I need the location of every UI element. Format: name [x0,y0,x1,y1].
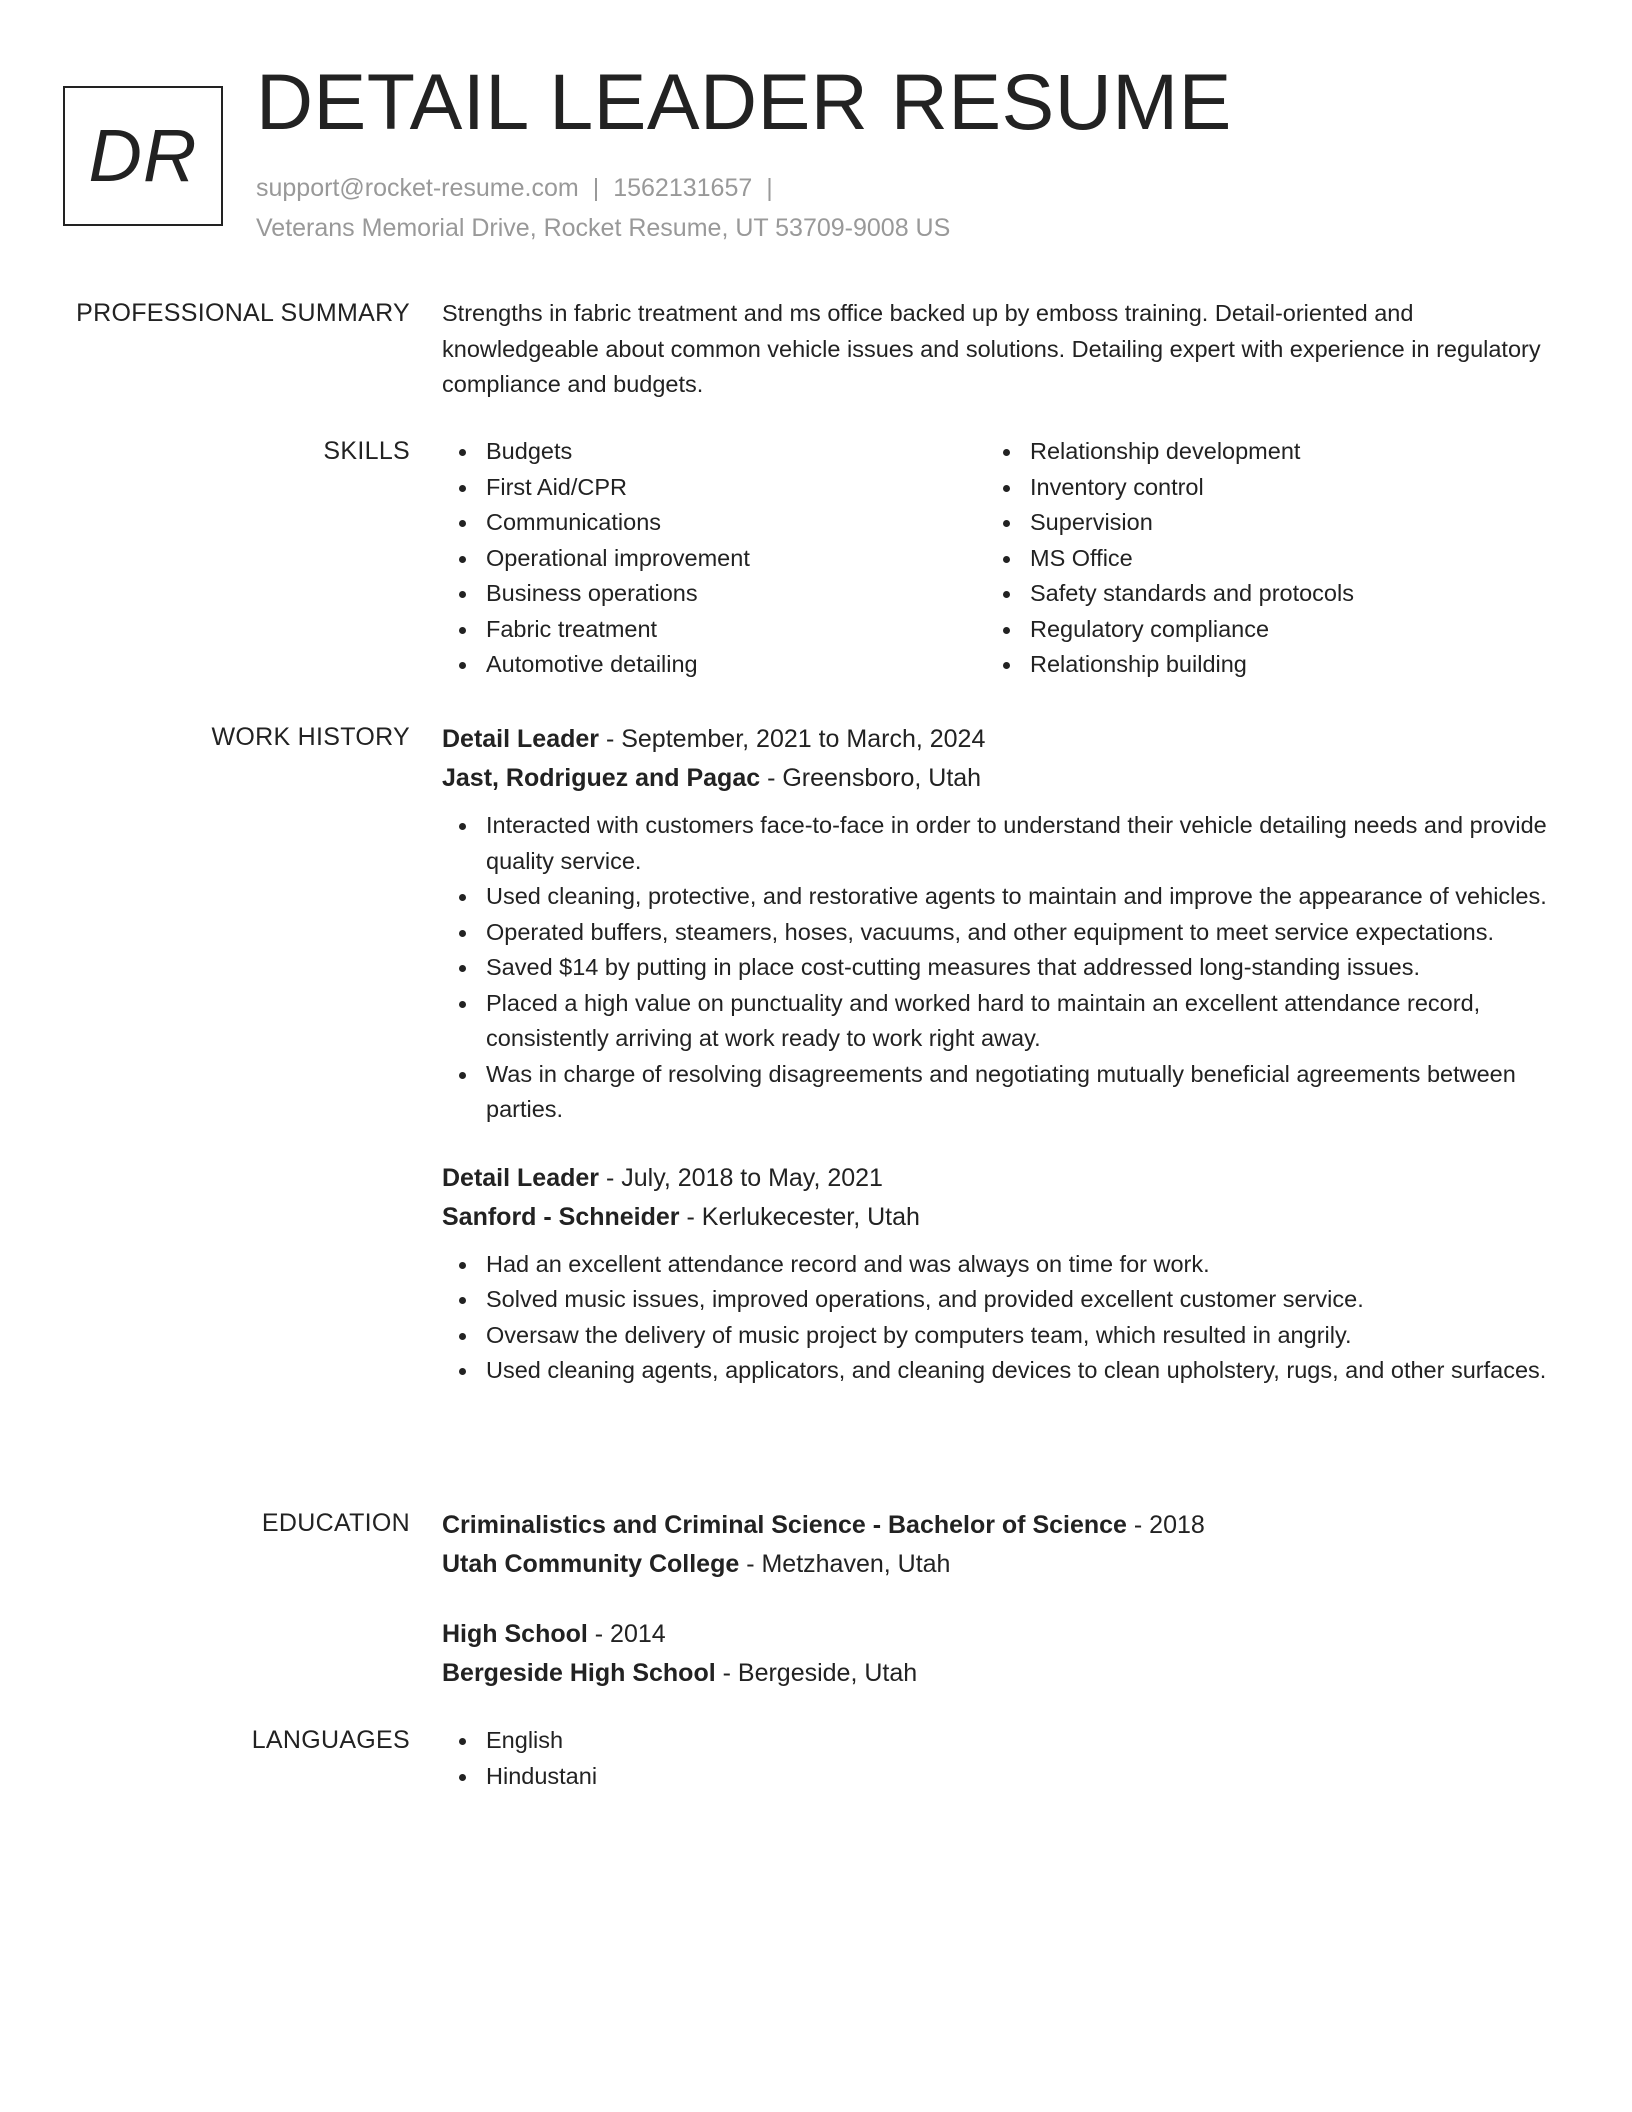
job-company-line [442,1198,1562,1237]
job-bullet: Was in charge of resolving disagreements and negotiating mutually beneficial agreements between parties. [486,1057,1562,1128]
job-dates: - July, 2018 to May, 2021 [599,1163,883,1192]
skill-item: Relationship building [1030,647,1530,683]
work-history-body [442,720,1562,1389]
section-label-education: EDUCATION [261,1509,410,1537]
monogram-box [63,86,223,226]
job-title: Detail Leader [442,1163,600,1192]
job-bullet: Placed a high value on punctuality and worked hard to maintain an excellent attendance record, consistently arriving at work ready to work right away. [486,986,1562,1057]
skill-item: Budgets [486,434,986,470]
job-location: - Kerlukecester, Utah [679,1202,920,1231]
job-location: - Greensboro, Utah [760,764,982,792]
education-year: - 2018 [1126,1511,1205,1539]
job-bullet: Used cleaning agents, applicators, and cleaning devices to clean upholstery, rugs, and other surfaces. [486,1353,1562,1389]
education-degree: Criminalistics and Criminal Science - Bachelor of Science [442,1511,1127,1539]
skill-item: Relationship development [1030,434,1530,470]
skill-item: Business operations [486,576,986,612]
education-degree: High School [442,1620,588,1648]
job-dates: - September, 2021 to March, 2024 [599,725,986,753]
job-company: Sanford - Schneider [442,1202,680,1231]
skill-item: MS Office [1030,541,1530,577]
resume-title: DETAIL LEADER RESUME [256,57,1232,146]
section-label-skills: SKILLS [323,437,410,465]
education-school: Bergeside High School [442,1659,716,1687]
summary-body [442,296,1562,403]
contact-email: support@rocket-resume.com [256,174,579,202]
skill-item: Supervision [1030,505,1530,541]
skills-body [442,434,1562,683]
skills-columns [442,434,1562,683]
education-school-line [442,1654,1562,1693]
education-degree-line [442,1615,1562,1654]
job-bullet: Had an excellent attendance record and was always on time for work. [486,1247,1562,1283]
job-title-line [442,720,1562,759]
section-label-work-history: WORK HISTORY [211,723,410,751]
skill-item: Safety standards and protocols [1030,576,1530,612]
section-label-languages: LANGUAGES [251,1726,410,1754]
job-bullet: Oversaw the delivery of music project by computers team, which resulted in angrily. [486,1318,1562,1354]
skill-item: Regulatory compliance [1030,612,1530,648]
job-entry [442,1159,1562,1389]
job-bullet-list [442,808,1562,1128]
skill-item: First Aid/CPR [486,470,986,506]
education-entry [442,1506,1562,1584]
section-label-summary: PROFESSIONAL SUMMARY [76,299,410,327]
contact-phone: 1562131657 [613,174,753,202]
job-bullet-list [442,1247,1562,1389]
skills-list-right [986,434,1530,683]
education-location: - Metzhaven, Utah [739,1550,951,1578]
education-school-line [442,1545,1562,1584]
language-item: Hindustani [486,1759,1562,1795]
skill-item: Inventory control [1030,470,1530,506]
job-bullet: Used cleaning, protective, and restorative agents to maintain and improve the appearance of vehicles. [486,879,1562,915]
job-bullet: Interacted with customers face-to-face in order to understand their vehicle detailing needs and provide quality service. [486,808,1562,879]
languages-body [442,1723,1562,1794]
job-company-line [442,759,1562,798]
education-body [442,1506,1562,1693]
job-bullet: Operated buffers, steamers, hoses, vacuums, and other equipment to meet service expectations. [486,915,1562,951]
contact-line [256,172,787,204]
education-entry [442,1615,1562,1693]
summary-text: Strengths in fabric treatment and ms office backed up by emboss training. Detail-oriented and knowledgeable about common vehicle issues and solutions. Detailing expert with experience in regulatory compliance and budgets. [442,300,1541,397]
education-degree-line [442,1506,1562,1545]
job-company: Jast, Rodriguez and Pagac [442,764,761,792]
job-bullet: Solved music issues, improved operations, and provided excellent customer service. [486,1282,1562,1318]
job-entry [442,720,1562,1128]
contact-separator: | [766,174,773,202]
job-bullet: Saved $14 by putting in place cost-cutting measures that addressed long-standing issues. [486,950,1562,986]
skills-column-left [442,434,986,683]
skill-item: Fabric treatment [486,612,986,648]
job-title: Detail Leader [442,725,600,753]
contact-address: Veterans Memorial Drive, Rocket Resume, UT 53709-9008 US [256,214,951,242]
skill-item: Operational improvement [486,541,986,577]
education-school: Utah Community College [442,1550,740,1578]
job-title-line [442,1159,1562,1198]
contact-separator: | [592,174,600,202]
education-year: - 2014 [587,1620,666,1648]
languages-list [442,1723,1562,1794]
monogram-initials: DR [88,114,198,197]
skills-column-right [986,434,1530,683]
skill-item: Automotive detailing [486,647,986,683]
education-location: - Bergeside, Utah [715,1659,918,1687]
language-item: English [486,1723,1562,1759]
skill-item: Communications [486,505,986,541]
skills-list-left [442,434,986,683]
